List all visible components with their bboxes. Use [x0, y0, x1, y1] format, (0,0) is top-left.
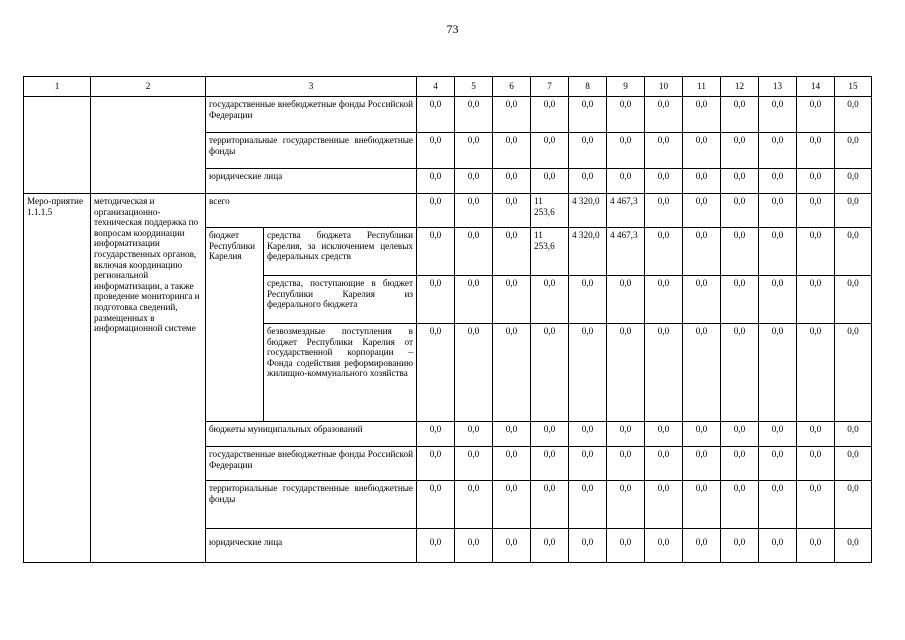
- value-cell: 0,0: [455, 481, 493, 529]
- value-cell: 0,0: [835, 133, 872, 169]
- value-cell: 0,0: [835, 276, 872, 324]
- value-cell: 0,0: [835, 422, 872, 447]
- value-cell: 0,0: [455, 324, 493, 422]
- value-cell: 4 320,0: [569, 228, 607, 276]
- value-cell: 11 253,6: [531, 228, 569, 276]
- funding-source-label: безвозмездные поступления в бюджет Республики Карелия от государственной корпорации – Фонда содействия реформированию жилищно-коммунального хозяйства: [264, 324, 417, 422]
- value-cell: 0,0: [645, 194, 683, 228]
- column-header: 5: [455, 77, 493, 97]
- column-header: 8: [569, 77, 607, 97]
- value-cell: 0,0: [835, 447, 872, 481]
- funding-table: [23, 76, 872, 563]
- value-cell: 0,0: [721, 194, 759, 228]
- value-cell: 0,0: [835, 529, 872, 563]
- value-cell: 0,0: [493, 529, 531, 563]
- value-cell: 0,0: [455, 133, 493, 169]
- funding-source-label: юридические лица: [206, 169, 417, 194]
- column-header: 6: [493, 77, 531, 97]
- value-cell: 0,0: [417, 481, 455, 529]
- value-cell: 0,0: [493, 97, 531, 133]
- value-cell: 0,0: [683, 324, 721, 422]
- value-cell: 0,0: [721, 276, 759, 324]
- value-cell: 0,0: [721, 169, 759, 194]
- funding-source-label: всего: [206, 194, 417, 228]
- value-cell: 0,0: [493, 276, 531, 324]
- value-cell: 0,0: [417, 529, 455, 563]
- value-cell: 0,0: [645, 324, 683, 422]
- value-cell: 0,0: [683, 529, 721, 563]
- value-cell: 0,0: [493, 324, 531, 422]
- value-cell: 0,0: [797, 276, 835, 324]
- value-cell: 0,0: [759, 194, 797, 228]
- value-cell: 0,0: [455, 276, 493, 324]
- value-cell: 0,0: [493, 422, 531, 447]
- value-cell: 0,0: [645, 422, 683, 447]
- value-cell: 0,0: [797, 228, 835, 276]
- value-cell: 0,0: [721, 422, 759, 447]
- value-cell: 0,0: [607, 133, 645, 169]
- value-cell: 0,0: [645, 447, 683, 481]
- value-cell: 0,0: [607, 422, 645, 447]
- value-cell: 0,0: [531, 324, 569, 422]
- value-cell: 0,0: [683, 133, 721, 169]
- value-cell: 0,0: [797, 324, 835, 422]
- column-header: 10: [645, 77, 683, 97]
- value-cell: 0,0: [759, 97, 797, 133]
- value-cell: 0,0: [607, 169, 645, 194]
- column-header: 13: [759, 77, 797, 97]
- value-cell: 0,0: [759, 133, 797, 169]
- value-cell: 0,0: [759, 169, 797, 194]
- value-cell: 0,0: [683, 97, 721, 133]
- value-cell: 0,0: [493, 169, 531, 194]
- value-cell: 11 253,6: [531, 194, 569, 228]
- value-cell: 0,0: [797, 194, 835, 228]
- funding-source-label: средства, поступающие в бюджет Республики Карелия из федерального бюджета: [264, 276, 417, 324]
- value-cell: 0,0: [607, 447, 645, 481]
- value-cell: 0,0: [721, 529, 759, 563]
- value-cell: 0,0: [569, 276, 607, 324]
- value-cell: 0,0: [531, 133, 569, 169]
- funding-source-label: бюджеты муниципальных образований: [206, 422, 417, 447]
- value-cell: 0,0: [645, 529, 683, 563]
- column-header: 1: [24, 77, 91, 97]
- budget-group-label: бюджет Республики Карелия: [206, 228, 264, 422]
- table-row: [24, 194, 872, 228]
- value-cell: 0,0: [835, 481, 872, 529]
- value-cell: 0,0: [607, 97, 645, 133]
- value-cell: 0,0: [797, 422, 835, 447]
- funding-source-label: территориальные государственные внебюджетные фонды: [206, 481, 417, 529]
- value-cell: 0,0: [835, 228, 872, 276]
- value-cell: 0,0: [797, 169, 835, 194]
- value-cell: 0,0: [683, 447, 721, 481]
- value-cell: 0,0: [759, 481, 797, 529]
- value-cell: 0,0: [721, 324, 759, 422]
- value-cell: 0,0: [759, 276, 797, 324]
- value-cell: 4 320,0: [569, 194, 607, 228]
- value-cell: 0,0: [493, 194, 531, 228]
- column-header: 2: [91, 77, 206, 97]
- value-cell: 0,0: [721, 447, 759, 481]
- value-cell: 0,0: [569, 529, 607, 563]
- funding-source-label: средства бюджета Республики Карелия, за исключением целевых федеральных средств: [264, 228, 417, 276]
- value-cell: 0,0: [721, 228, 759, 276]
- value-cell: 0,0: [569, 481, 607, 529]
- column-number-row: [24, 77, 872, 97]
- value-cell: 0,0: [759, 422, 797, 447]
- value-cell: 0,0: [835, 169, 872, 194]
- column-header: 4: [417, 77, 455, 97]
- value-cell: 0,0: [417, 447, 455, 481]
- value-cell: 0,0: [417, 422, 455, 447]
- value-cell: 4 467,3: [607, 228, 645, 276]
- value-cell: 0,0: [721, 133, 759, 169]
- value-cell: 0,0: [759, 529, 797, 563]
- value-cell: 0,0: [531, 529, 569, 563]
- value-cell: 0,0: [417, 194, 455, 228]
- value-cell: 0,0: [645, 481, 683, 529]
- measure-code: Меро-приятие 1.1.1.5: [24, 194, 91, 563]
- value-cell: 0,0: [531, 422, 569, 447]
- value-cell: 0,0: [683, 422, 721, 447]
- value-cell: 0,0: [569, 422, 607, 447]
- value-cell: 0,0: [455, 529, 493, 563]
- value-cell: 0,0: [455, 169, 493, 194]
- funding-source-label: территориальные государственные внебюджетные фонды: [206, 133, 417, 169]
- value-cell: 0,0: [569, 447, 607, 481]
- empty-cell: [91, 97, 206, 194]
- value-cell: 4 467,3: [607, 194, 645, 228]
- funding-source-label: юридические лица: [206, 529, 417, 563]
- funding-source-label: государственные внебюджетные фонды Российской Федерации: [206, 97, 417, 133]
- value-cell: 0,0: [493, 447, 531, 481]
- value-cell: 0,0: [759, 228, 797, 276]
- column-header: 9: [607, 77, 645, 97]
- value-cell: 0,0: [455, 422, 493, 447]
- value-cell: 0,0: [493, 133, 531, 169]
- value-cell: 0,0: [569, 133, 607, 169]
- funding-source-label: государственные внебюджетные фонды Российской Федерации: [206, 447, 417, 481]
- value-cell: 0,0: [645, 276, 683, 324]
- column-header: 11: [683, 77, 721, 97]
- column-header: 12: [721, 77, 759, 97]
- value-cell: 0,0: [797, 447, 835, 481]
- measure-name: методическая и организационно-техническая поддержка по вопросам координации информатизации государственных органов, включая координацию региональной информатизации, а также проведение мониторинга и подготовка сведений, размещенных в информационной системе: [91, 194, 206, 563]
- value-cell: 0,0: [683, 194, 721, 228]
- value-cell: 0,0: [607, 276, 645, 324]
- value-cell: 0,0: [455, 228, 493, 276]
- value-cell: 0,0: [683, 481, 721, 529]
- value-cell: 0,0: [531, 97, 569, 133]
- value-cell: 0,0: [417, 276, 455, 324]
- value-cell: 0,0: [797, 529, 835, 563]
- value-cell: 0,0: [683, 276, 721, 324]
- table-row: [24, 97, 872, 133]
- value-cell: 0,0: [645, 133, 683, 169]
- column-header: 7: [531, 77, 569, 97]
- value-cell: 0,0: [417, 133, 455, 169]
- value-cell: 0,0: [417, 324, 455, 422]
- value-cell: 0,0: [493, 228, 531, 276]
- value-cell: 0,0: [759, 447, 797, 481]
- value-cell: 0,0: [721, 97, 759, 133]
- value-cell: 0,0: [531, 481, 569, 529]
- value-cell: 0,0: [835, 324, 872, 422]
- value-cell: 0,0: [835, 97, 872, 133]
- column-header: 3: [206, 77, 417, 97]
- column-header: 14: [797, 77, 835, 97]
- value-cell: 0,0: [683, 169, 721, 194]
- value-cell: 0,0: [417, 228, 455, 276]
- value-cell: 0,0: [797, 481, 835, 529]
- value-cell: 0,0: [683, 228, 721, 276]
- value-cell: 0,0: [645, 228, 683, 276]
- value-cell: 0,0: [531, 276, 569, 324]
- value-cell: 0,0: [455, 97, 493, 133]
- value-cell: 0,0: [607, 481, 645, 529]
- value-cell: 0,0: [569, 324, 607, 422]
- value-cell: 0,0: [455, 194, 493, 228]
- value-cell: 0,0: [417, 97, 455, 133]
- empty-cell: [24, 97, 91, 194]
- value-cell: 0,0: [493, 481, 531, 529]
- value-cell: 0,0: [607, 324, 645, 422]
- value-cell: 0,0: [569, 97, 607, 133]
- value-cell: 0,0: [531, 169, 569, 194]
- value-cell: 0,0: [645, 169, 683, 194]
- column-header: 15: [835, 77, 872, 97]
- value-cell: 0,0: [531, 447, 569, 481]
- value-cell: 0,0: [721, 481, 759, 529]
- value-cell: 0,0: [645, 97, 683, 133]
- value-cell: 0,0: [455, 447, 493, 481]
- value-cell: 0,0: [835, 194, 872, 228]
- value-cell: 0,0: [607, 529, 645, 563]
- value-cell: 0,0: [797, 133, 835, 169]
- value-cell: 0,0: [797, 97, 835, 133]
- value-cell: 0,0: [759, 324, 797, 422]
- value-cell: 0,0: [569, 169, 607, 194]
- page-number: 73: [446, 22, 459, 36]
- value-cell: 0,0: [417, 169, 455, 194]
